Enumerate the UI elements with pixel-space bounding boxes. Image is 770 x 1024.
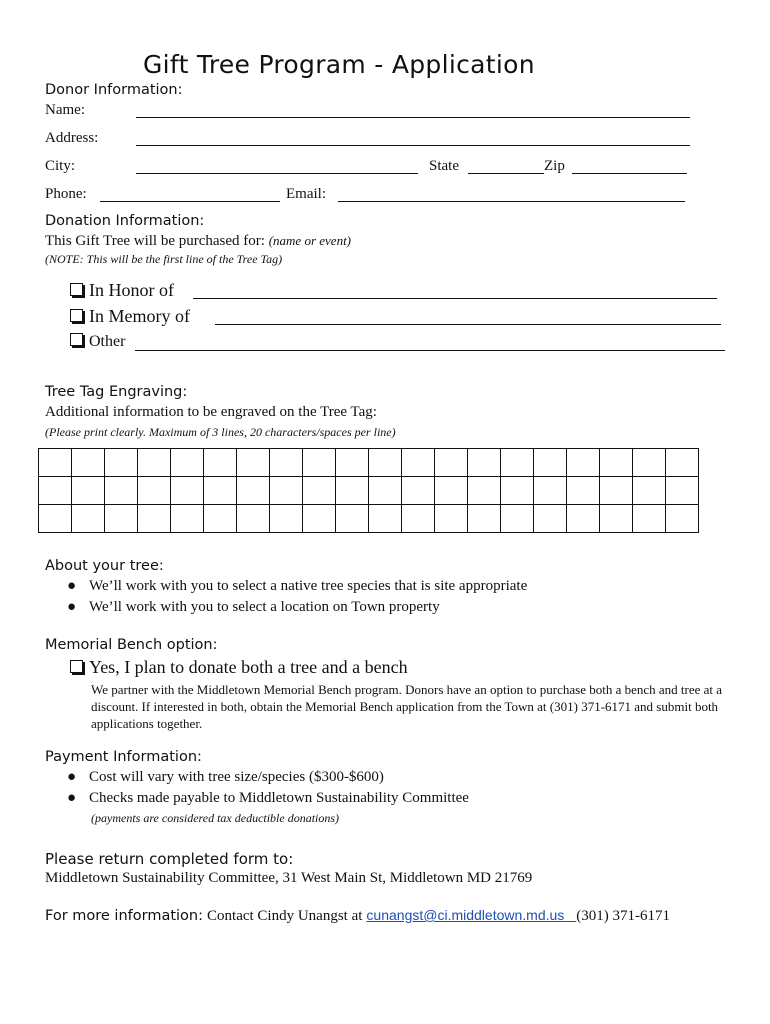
payment-heading: Payment Information: <box>45 749 202 765</box>
engraving-cell[interactable] <box>534 505 567 533</box>
contact-line <box>45 907 670 925</box>
engraving-cell[interactable] <box>72 449 105 477</box>
engraving-cell[interactable] <box>270 477 303 505</box>
engraving-cell[interactable] <box>468 477 501 505</box>
city-field[interactable] <box>136 173 418 174</box>
bench-option-label: Yes, I plan to donate both a tree and a bench <box>89 657 408 677</box>
engraving-cell[interactable] <box>666 477 699 505</box>
engraving-cell[interactable] <box>369 477 402 505</box>
state-field[interactable] <box>468 173 544 174</box>
engraving-row <box>39 477 699 505</box>
purchased-for-text <box>45 233 351 250</box>
engraving-cell[interactable] <box>567 505 600 533</box>
purchased-for-hint: (name or event) <box>268 233 352 248</box>
engraving-cell[interactable] <box>534 449 567 477</box>
engraving-note: (Please print clearly. Maximum of 3 lines, 20 characters/spaces per line) <box>45 425 396 439</box>
zip-label: Zip <box>544 158 565 174</box>
payment-item: ● Checks made payable to Middletown Sustainability Committee <box>67 790 469 806</box>
phone-field[interactable] <box>100 201 280 202</box>
engraving-row <box>39 449 699 477</box>
engraving-cell[interactable] <box>105 477 138 505</box>
engraving-cell[interactable] <box>534 477 567 505</box>
engraving-cell[interactable] <box>270 505 303 533</box>
engraving-cell[interactable] <box>303 449 336 477</box>
about-item: ● We’ll work with you to select a native tree species that is site appropriate <box>67 578 528 594</box>
checkbox-icon[interactable] <box>70 283 83 296</box>
engraving-cell[interactable] <box>633 477 666 505</box>
engraving-cell[interactable] <box>105 449 138 477</box>
engraving-cell[interactable] <box>105 505 138 533</box>
bench-heading: Memorial Bench option: <box>45 637 218 653</box>
about-item: ● We’ll work with you to select a location on Town property <box>67 599 440 615</box>
engraving-cell[interactable] <box>468 449 501 477</box>
checkbox-icon[interactable] <box>70 333 83 346</box>
engraving-cell[interactable] <box>336 477 369 505</box>
engraving-cell[interactable] <box>336 449 369 477</box>
payment-note: (payments are considered tax deductible donations) <box>91 811 340 825</box>
engraving-cell[interactable] <box>138 505 171 533</box>
page-title: Gift Tree Program - Application <box>143 50 535 79</box>
engraving-cell[interactable] <box>600 505 633 533</box>
engraving-cell[interactable] <box>501 477 534 505</box>
about-heading: About your tree: <box>45 558 164 574</box>
purchased-for-label: This Gift Tree will be purchased for: <box>45 233 265 249</box>
engraving-cell[interactable] <box>600 477 633 505</box>
engraving-cell[interactable] <box>369 505 402 533</box>
engraving-cell[interactable] <box>402 449 435 477</box>
checkbox-icon[interactable] <box>70 660 83 673</box>
engraving-cell[interactable] <box>435 449 468 477</box>
engraving-cell[interactable] <box>666 505 699 533</box>
option-other-label: Other <box>89 333 126 350</box>
engraving-cell[interactable] <box>666 449 699 477</box>
in-honor-field[interactable] <box>193 298 717 299</box>
engraving-cell[interactable] <box>270 449 303 477</box>
name-field[interactable] <box>136 117 690 118</box>
name-label: Name: <box>45 102 85 118</box>
engraving-cell[interactable] <box>567 477 600 505</box>
option-in-honor[interactable] <box>70 280 174 301</box>
engraving-cell[interactable] <box>435 505 468 533</box>
engraving-cell[interactable] <box>72 505 105 533</box>
engraving-cell[interactable] <box>633 449 666 477</box>
engraving-cell[interactable] <box>204 449 237 477</box>
donation-note: (NOTE: This will be the first line of the Tree Tag) <box>45 252 283 266</box>
option-in-honor-label: In Honor of <box>89 280 174 300</box>
contact-phone: (301) 371-6171 <box>576 908 671 924</box>
other-field[interactable] <box>135 350 725 351</box>
return-address: Middletown Sustainability Committee, 31 West Main St, Middletown MD 21769 <box>45 870 533 886</box>
option-other[interactable] <box>70 333 125 351</box>
engraving-cell[interactable] <box>39 477 72 505</box>
engraving-cell[interactable] <box>402 505 435 533</box>
engraving-cell[interactable] <box>336 505 369 533</box>
donation-heading: Donation Information: <box>45 213 205 229</box>
engraving-cell[interactable] <box>72 477 105 505</box>
engraving-cell[interactable] <box>237 505 270 533</box>
payment-item: ● Cost will vary with tree size/species ($300-$600) <box>67 769 384 785</box>
checkbox-icon[interactable] <box>70 309 83 322</box>
engraving-instructions: Additional information to be engraved on the Tree Tag: <box>45 404 377 420</box>
engraving-cell[interactable] <box>204 505 237 533</box>
engraving-cell[interactable] <box>633 505 666 533</box>
bench-option[interactable] <box>70 657 408 678</box>
engraving-cell[interactable] <box>39 505 72 533</box>
contact-email-link[interactable]: cunangst@ci.middletown.md.us <box>366 907 565 923</box>
engraving-cell[interactable] <box>171 449 204 477</box>
engraving-row <box>39 505 699 533</box>
contact-text: Contact Cindy Unangst at <box>207 908 363 924</box>
engraving-cell[interactable] <box>435 477 468 505</box>
return-heading: Please return completed form to: <box>45 850 294 868</box>
engraving-cell[interactable] <box>237 477 270 505</box>
phone-label: Phone: <box>45 186 87 202</box>
engraving-cell[interactable] <box>138 449 171 477</box>
contact-heading: For more information: <box>45 908 204 924</box>
engraving-cell[interactable] <box>303 505 336 533</box>
engraving-cell[interactable] <box>171 477 204 505</box>
engraving-cell[interactable] <box>369 449 402 477</box>
bench-description: We partner with the Middletown Memorial Bench program. Donors have an option to purchase both a bench and tree at a discount. If interested in both, obtain the Memorial Bench application from the Town at (301) 371-6171 and submit both applications together. <box>91 682 723 731</box>
engraving-cell[interactable] <box>204 477 237 505</box>
engraving-grid[interactable] <box>38 448 699 533</box>
in-memory-field[interactable] <box>215 324 721 325</box>
address-label: Address: <box>45 130 99 146</box>
engraving-cell[interactable] <box>468 505 501 533</box>
email-label: Email: <box>286 186 326 202</box>
engraving-cell[interactable] <box>600 449 633 477</box>
engraving-cell[interactable] <box>402 477 435 505</box>
city-label: City: <box>45 158 76 174</box>
state-label: State <box>429 158 459 174</box>
option-in-memory-label: In Memory of <box>89 306 190 326</box>
engraving-cell[interactable] <box>138 477 171 505</box>
engraving-cell[interactable] <box>567 449 600 477</box>
engraving-cell[interactable] <box>501 449 534 477</box>
donor-heading: Donor Information: <box>45 82 183 98</box>
option-in-memory[interactable] <box>70 306 190 327</box>
engraving-cell[interactable] <box>303 477 336 505</box>
address-field[interactable] <box>136 145 690 146</box>
email-field[interactable] <box>338 201 685 202</box>
engraving-cell[interactable] <box>171 505 204 533</box>
zip-field[interactable] <box>572 173 687 174</box>
engraving-heading: Tree Tag Engraving: <box>45 384 188 400</box>
engraving-cell[interactable] <box>237 449 270 477</box>
engraving-cell[interactable] <box>39 449 72 477</box>
engraving-cell[interactable] <box>501 505 534 533</box>
